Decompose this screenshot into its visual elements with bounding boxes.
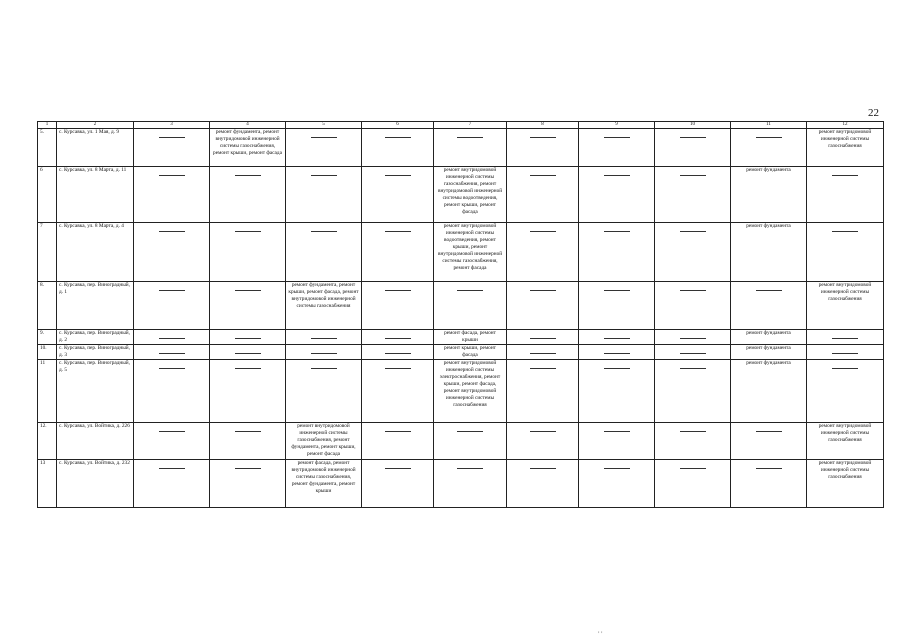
empty-dash <box>530 137 556 138</box>
empty-dash <box>159 231 185 232</box>
cell-col-3 <box>134 282 210 330</box>
empty-dash <box>756 431 782 432</box>
cell-col-9 <box>579 129 655 167</box>
address-cell: с. Курсавка, ул. Войтика, д. 226 <box>57 423 134 460</box>
empty-dash <box>457 468 483 469</box>
page-number: 22 <box>868 107 879 119</box>
cell-col-11 <box>731 282 807 330</box>
table-row <box>38 282 884 330</box>
header-row <box>38 122 884 129</box>
empty-dash <box>235 468 261 469</box>
cell-col-12: ремонт внутридомовой инженерной системы газоснабжения <box>807 129 884 167</box>
empty-dash <box>159 338 185 339</box>
empty-dash <box>457 290 483 291</box>
cell-col-9 <box>579 345 655 360</box>
cell-col-10 <box>655 360 731 423</box>
empty-dash <box>385 468 411 469</box>
row-number: 11 <box>38 360 57 423</box>
cell-col-12 <box>807 167 884 223</box>
cell-col-10 <box>655 330 731 345</box>
address-cell: с. Курсавка, ул. 1 Мая, д. 9 <box>57 129 134 167</box>
cell-col-12 <box>807 223 884 282</box>
cell-col-8 <box>507 223 579 282</box>
empty-dash <box>457 137 483 138</box>
cell-col-7 <box>434 129 507 167</box>
row-number: 12. <box>38 423 57 460</box>
cell-col-10 <box>655 129 731 167</box>
empty-dash <box>604 137 630 138</box>
cell-col-6 <box>362 345 434 360</box>
column-header-6: 6 <box>362 122 434 129</box>
cell-col-6 <box>362 167 434 223</box>
cell-col-10 <box>655 223 731 282</box>
table-row <box>38 129 884 167</box>
row-number: 7 <box>38 223 57 282</box>
cell-col-3 <box>134 360 210 423</box>
cell-col-10 <box>655 423 731 460</box>
table-row <box>38 345 884 360</box>
empty-dash <box>832 353 858 354</box>
column-header-3: 3 <box>134 122 210 129</box>
cell-col-5 <box>286 360 362 423</box>
cell-col-4 <box>210 330 286 345</box>
empty-dash <box>235 175 261 176</box>
cell-col-4 <box>210 282 286 330</box>
cell-col-9 <box>579 282 655 330</box>
column-header-8: 8 <box>507 122 579 129</box>
empty-dash <box>680 353 706 354</box>
empty-dash <box>832 231 858 232</box>
cell-col-9 <box>579 330 655 345</box>
empty-dash <box>385 338 411 339</box>
cell-col-11 <box>731 423 807 460</box>
cell-col-10 <box>655 345 731 360</box>
cell-col-4: ремонт фундамента, ремонт внутридомовой инженерной системы газоснабжения, ремонт крыши, ремонт фасада <box>210 129 286 167</box>
cell-col-9 <box>579 167 655 223</box>
empty-dash <box>159 368 185 369</box>
empty-dash <box>604 290 630 291</box>
cell-col-11: ремонт фундамента <box>731 345 807 360</box>
empty-dash <box>385 231 411 232</box>
empty-dash <box>385 137 411 138</box>
empty-dash <box>756 137 782 138</box>
empty-dash <box>385 290 411 291</box>
cell-col-8 <box>507 129 579 167</box>
address-cell: с. Курсавка, пер. Виноградный, д. 1 <box>57 282 134 330</box>
cell-col-11: ремонт фундамента <box>731 330 807 345</box>
empty-dash <box>530 231 556 232</box>
cell-col-8 <box>507 360 579 423</box>
table-row <box>38 223 884 282</box>
table-row <box>38 460 884 508</box>
empty-dash <box>680 338 706 339</box>
cell-col-5: ремонт фундамента, ремонт крыши, ремонт фасада, ремонт внутридомовой инженерной системы газоснабжения <box>286 282 362 330</box>
cell-col-3 <box>134 423 210 460</box>
cell-col-10 <box>655 282 731 330</box>
cell-col-6 <box>362 223 434 282</box>
empty-dash <box>604 353 630 354</box>
cell-col-5: ремонт фасада, ремонт внутридомовой инженерной системы газоснабжения, ремонт фундамента, ремонт крыши <box>286 460 362 508</box>
cell-col-7 <box>434 282 507 330</box>
cell-col-5: ремонт внутридомовой инженерной системы газоснабжения, ремонт фундамента, ремонт крыши, ремонт фасада <box>286 423 362 460</box>
empty-dash <box>604 368 630 369</box>
table-row <box>38 330 884 345</box>
empty-dash <box>680 137 706 138</box>
empty-dash <box>832 175 858 176</box>
cell-col-9 <box>579 360 655 423</box>
cell-col-7 <box>434 423 507 460</box>
empty-dash <box>385 353 411 354</box>
empty-dash <box>311 137 337 138</box>
empty-dash <box>832 338 858 339</box>
empty-dash <box>235 353 261 354</box>
column-header-5: 5 <box>286 122 362 129</box>
empty-dash <box>832 368 858 369</box>
cell-col-12: ремонт внутридомовой инженерной системы газоснабжения <box>807 423 884 460</box>
row-number: 10. <box>38 345 57 360</box>
empty-dash <box>235 338 261 339</box>
empty-dash <box>530 338 556 339</box>
empty-dash <box>159 137 185 138</box>
column-header-9: 9 <box>579 122 655 129</box>
empty-dash <box>680 468 706 469</box>
cell-col-4 <box>210 167 286 223</box>
cell-col-4 <box>210 223 286 282</box>
cell-col-7: ремонт фасада, ремонт крыши <box>434 330 507 345</box>
cell-col-6 <box>362 330 434 345</box>
cell-col-8 <box>507 345 579 360</box>
empty-dash <box>235 368 261 369</box>
cell-col-3 <box>134 223 210 282</box>
empty-dash <box>385 368 411 369</box>
empty-dash <box>385 175 411 176</box>
empty-dash <box>311 338 337 339</box>
empty-dash <box>680 431 706 432</box>
empty-dash <box>311 231 337 232</box>
column-header-12: 12 <box>807 122 884 129</box>
empty-dash <box>680 231 706 232</box>
address-cell: с. Курсавка, пер. Виноградный, д. 2 <box>57 330 134 345</box>
cell-col-11 <box>731 460 807 508</box>
cell-col-9 <box>579 423 655 460</box>
empty-dash <box>159 353 185 354</box>
empty-dash <box>159 431 185 432</box>
cell-col-5 <box>286 223 362 282</box>
row-number: 13 <box>38 460 57 508</box>
cell-col-5 <box>286 167 362 223</box>
empty-dash <box>530 468 556 469</box>
empty-dash <box>604 431 630 432</box>
column-header-4: 4 <box>210 122 286 129</box>
cell-col-9 <box>579 223 655 282</box>
cell-col-3 <box>134 129 210 167</box>
cell-col-6 <box>362 460 434 508</box>
column-header-2: 2 <box>57 122 134 129</box>
address-cell: с. Курсавка, пер. Виноградный, д. 5 <box>57 360 134 423</box>
address-cell: с. Курсавка, ул. 8 Марта, д. 4 <box>57 223 134 282</box>
cell-col-12 <box>807 345 884 360</box>
cell-col-11: ремонт фундамента <box>731 223 807 282</box>
address-cell: с. Курсавка, ул. 8 Марта, д. 11 <box>57 167 134 223</box>
empty-dash <box>235 231 261 232</box>
cell-col-5 <box>286 345 362 360</box>
empty-dash <box>457 431 483 432</box>
empty-dash <box>159 175 185 176</box>
cell-col-12: ремонт внутридомовой инженерной системы газоснабжения <box>807 460 884 508</box>
cell-col-10 <box>655 460 731 508</box>
row-number: 5. <box>38 129 57 167</box>
empty-dash <box>756 468 782 469</box>
column-header-7: 7 <box>434 122 507 129</box>
cell-col-8 <box>507 460 579 508</box>
empty-dash <box>311 368 337 369</box>
empty-dash <box>604 231 630 232</box>
cell-col-7: ремонт внутридомовой инженерной системы электроснабжения, ремонт крыши, ремонт фасада, ремонт внутридомовой инженерной системы газоснабжения <box>434 360 507 423</box>
empty-dash <box>604 468 630 469</box>
repair-schedule-table <box>37 121 884 508</box>
empty-dash <box>530 290 556 291</box>
cell-col-5 <box>286 129 362 167</box>
cell-col-12: ремонт внутридомовой инженерной системы газоснабжения <box>807 282 884 330</box>
cell-col-7: ремонт крыши, ремонт фасада <box>434 345 507 360</box>
scan-mark: , , <box>598 628 603 634</box>
empty-dash <box>680 290 706 291</box>
address-cell: с. Курсавка, ул. Войтика, д. 232 <box>57 460 134 508</box>
empty-dash <box>680 368 706 369</box>
cell-col-11: ремонт фундамента <box>731 360 807 423</box>
cell-col-4 <box>210 345 286 360</box>
table-row <box>38 360 884 423</box>
row-number: 9. <box>38 330 57 345</box>
empty-dash <box>530 175 556 176</box>
empty-dash <box>159 468 185 469</box>
cell-col-4 <box>210 423 286 460</box>
cell-col-10 <box>655 167 731 223</box>
cell-col-5 <box>286 330 362 345</box>
cell-col-6 <box>362 423 434 460</box>
cell-col-4 <box>210 460 286 508</box>
table-row <box>38 423 884 460</box>
empty-dash <box>680 175 706 176</box>
column-header-11: 11 <box>731 122 807 129</box>
column-header-1: 1 <box>38 122 57 129</box>
cell-col-11 <box>731 129 807 167</box>
cell-col-6 <box>362 360 434 423</box>
cell-col-7: ремонт внутридомовой инженерной системы водоотведения, ремонт крыши, ремонт внутридомовой инженерной системы газоснабжения, ремонт фасада <box>434 223 507 282</box>
empty-dash <box>530 353 556 354</box>
row-number: 6 <box>38 167 57 223</box>
cell-col-3 <box>134 167 210 223</box>
cell-col-9 <box>579 460 655 508</box>
cell-col-8 <box>507 330 579 345</box>
empty-dash <box>604 338 630 339</box>
empty-dash <box>235 431 261 432</box>
empty-dash <box>604 175 630 176</box>
cell-col-3 <box>134 345 210 360</box>
cell-col-12 <box>807 360 884 423</box>
table-row <box>38 167 884 223</box>
cell-col-3 <box>134 460 210 508</box>
cell-col-7: ремонт внутридомовой инженерной системы газоснабжения, ремонт внутридомовой инженерной системы водоотведения, ремонт крыши, ремонт фасада <box>434 167 507 223</box>
column-header-10: 10 <box>655 122 731 129</box>
empty-dash <box>756 290 782 291</box>
cell-col-8 <box>507 423 579 460</box>
cell-col-8 <box>507 282 579 330</box>
empty-dash <box>530 368 556 369</box>
cell-col-11: ремонт фундамента <box>731 167 807 223</box>
address-cell: с. Курсавка, пер. Виноградный, д. 3 <box>57 345 134 360</box>
empty-dash <box>311 175 337 176</box>
cell-col-8 <box>507 167 579 223</box>
row-number: 8. <box>38 282 57 330</box>
table-body <box>38 122 884 508</box>
empty-dash <box>530 431 556 432</box>
cell-col-6 <box>362 129 434 167</box>
cell-col-12 <box>807 330 884 345</box>
empty-dash <box>385 431 411 432</box>
empty-dash <box>235 290 261 291</box>
empty-dash <box>159 290 185 291</box>
empty-dash <box>311 353 337 354</box>
cell-col-7 <box>434 460 507 508</box>
cell-col-3 <box>134 330 210 345</box>
cell-col-6 <box>362 282 434 330</box>
cell-col-4 <box>210 360 286 423</box>
